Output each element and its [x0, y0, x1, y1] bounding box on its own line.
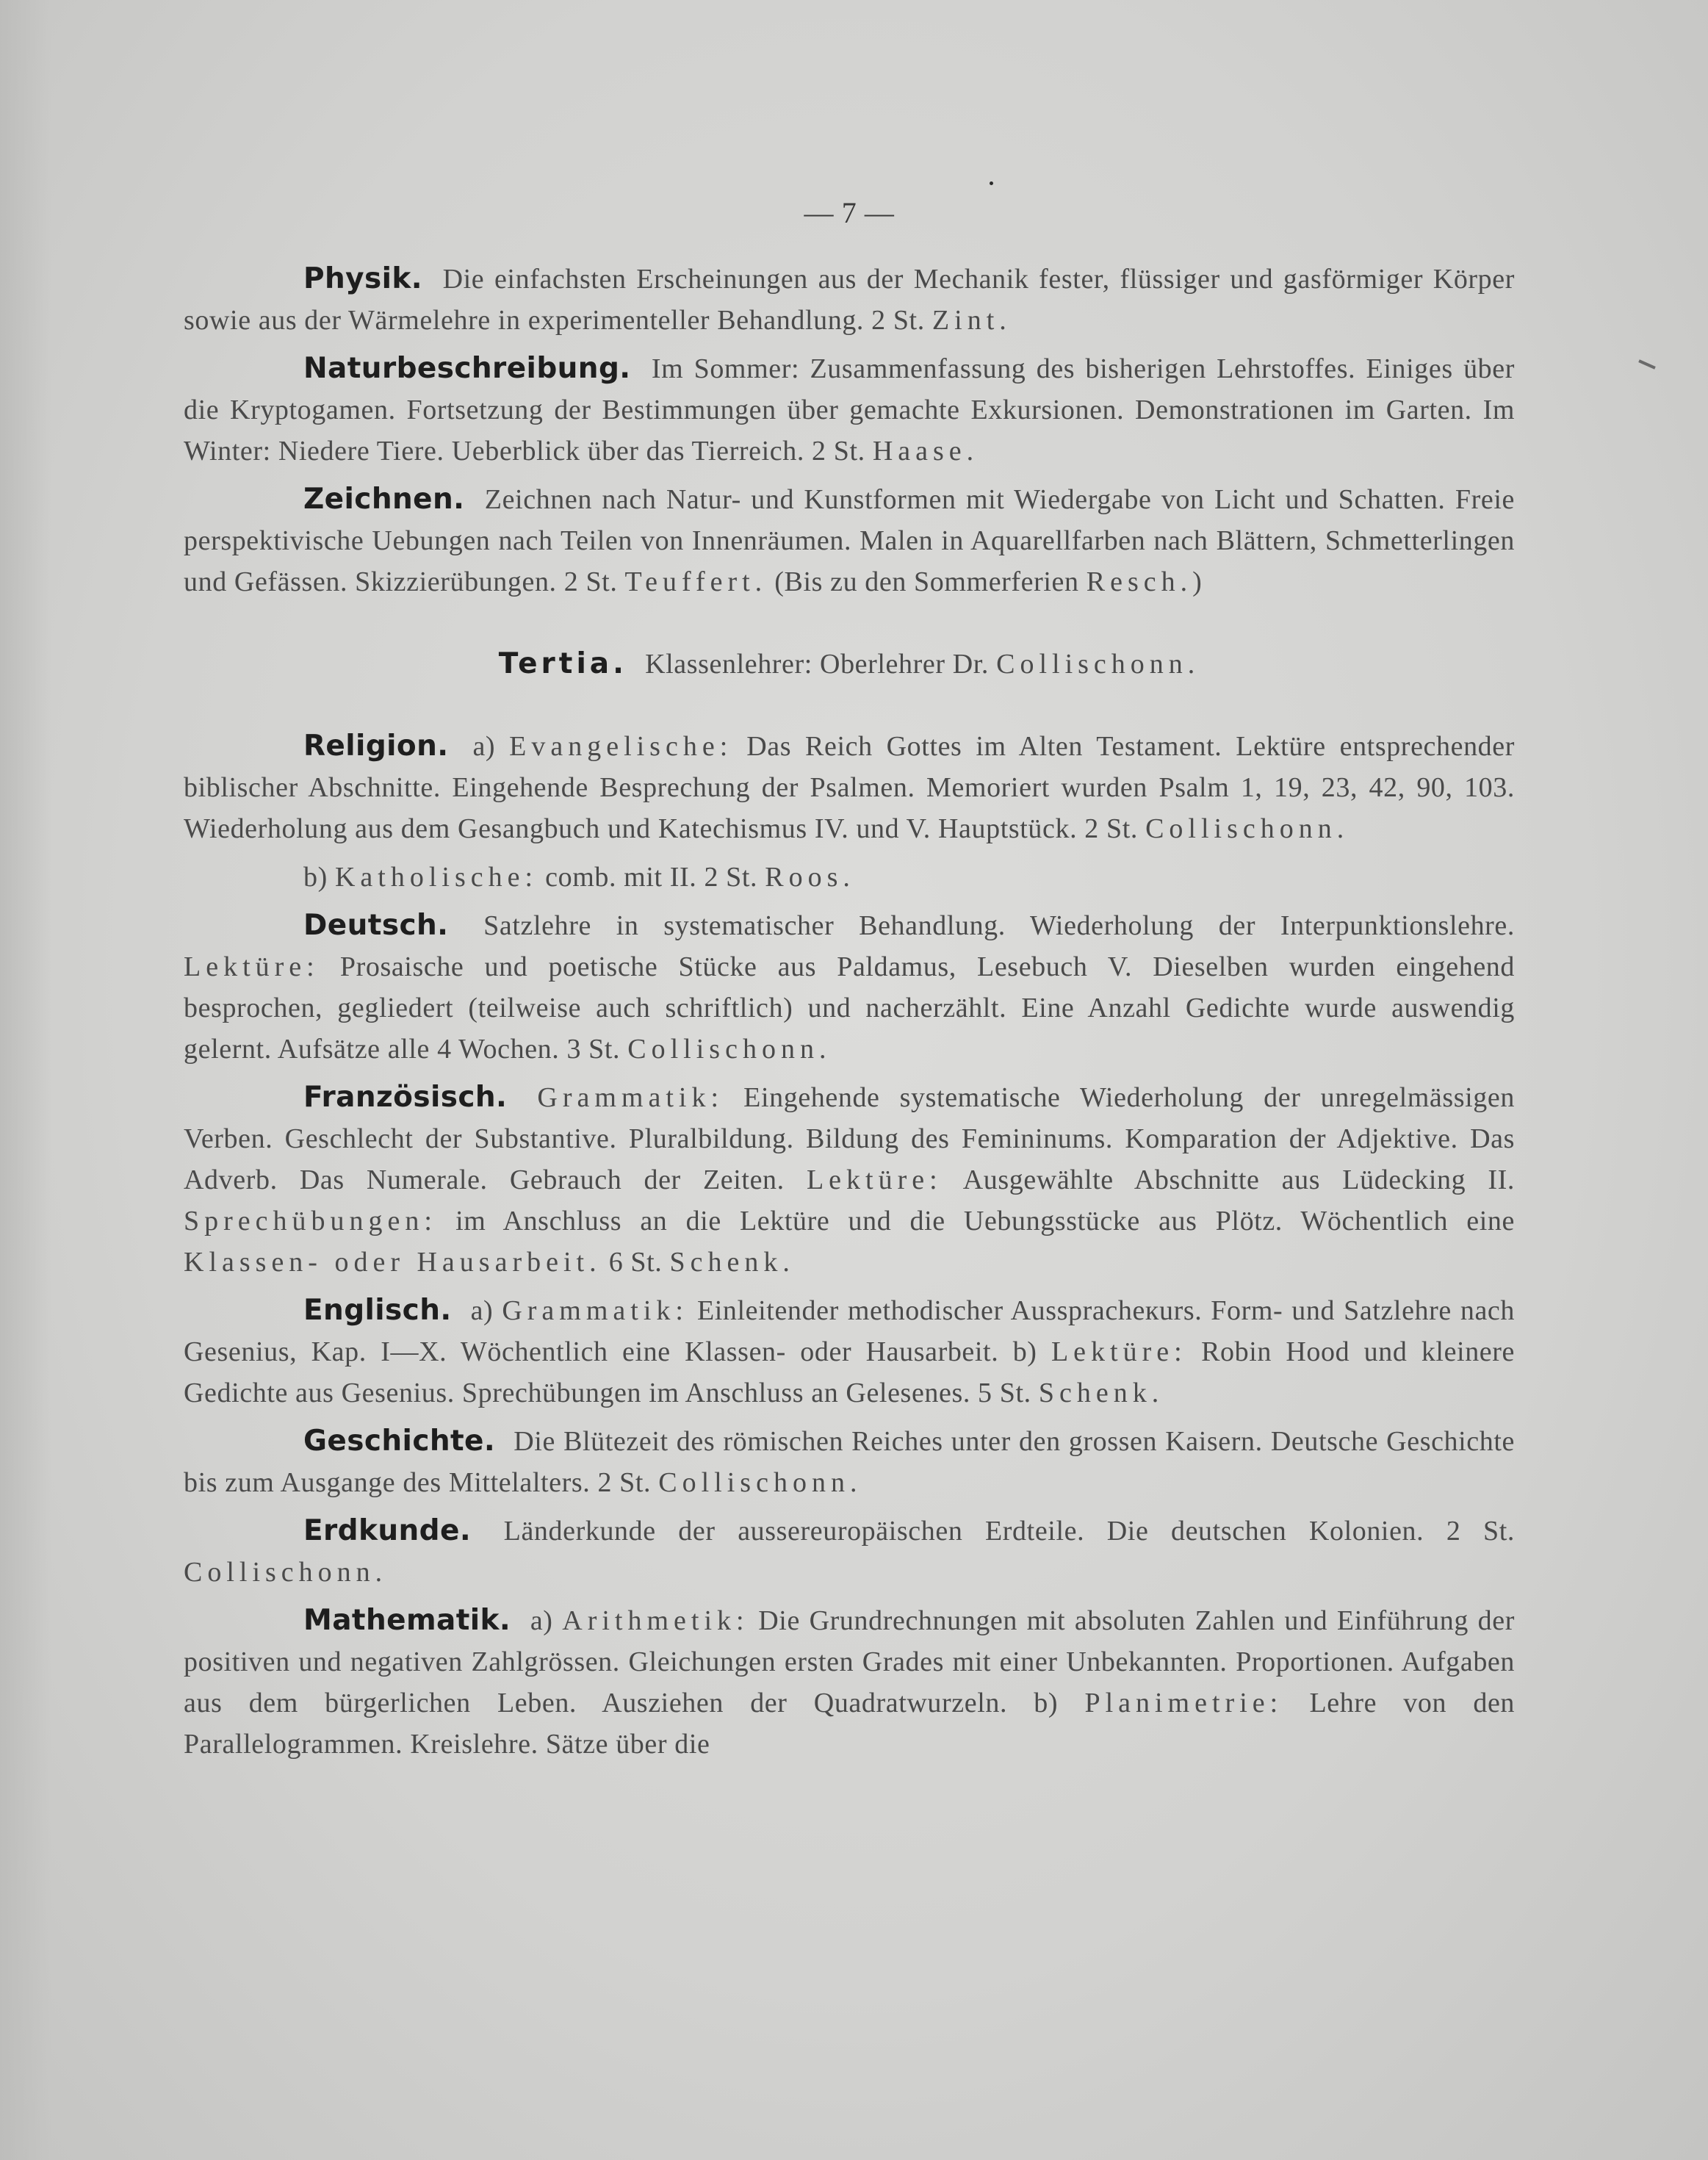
paragraph-text: Die einfachsten Erscheinungen aus der Mechanik fester, flüssiger und gasförmiger Körper sowie aus der Wärmelehre in experimenteller Behandlung. 2 St. [184, 264, 1515, 336]
teacher-name: Resch.) [1086, 566, 1207, 597]
ink-speck [1638, 359, 1656, 369]
emphasized-label: Katholische: [334, 862, 538, 893]
page-edge-shadow [0, 0, 51, 2160]
subject-heading: Französisch. [303, 1081, 508, 1114]
ink-speck [990, 181, 993, 185]
emphasized-label: Lektüre: [184, 951, 320, 982]
paragraph-zeichnen [184, 479, 1515, 602]
teacher-name: Schenk. [669, 1247, 795, 1278]
subject-heading: Zeichnen. [303, 483, 465, 516]
paragraph-text: Die Blütezeit des römischen Reiches unter den grossen Kaisern. Deutsche Geschichte bis zum Ausgange des Mittelalters. 2 St. [184, 1426, 1515, 1498]
subject-heading: Naturbeschreibung. [303, 352, 631, 385]
teacher-name: Schenk. [1038, 1378, 1164, 1408]
emphasized-label: Sprechübungen: [184, 1206, 437, 1236]
class-teacher-text: Klassenlehrer: Oberlehrer Dr. [645, 649, 989, 680]
teacher-name: Roos. [765, 862, 855, 893]
paragraph-text: Die Grundrechnungen mit absoluten Zahlen und Einführung der positiven und negativen Zahlgrössen. Gleichungen ersten Grades mit einer Unbekannten. Proportionen. Aufgaben aus dem bürgerlichen Leben. Ausziehen der Quadratwurzeln. b) [184, 1605, 1515, 1718]
item-prefix: b) [303, 862, 328, 893]
emphasized-label: Arithmetik: [562, 1605, 749, 1636]
paragraph-naturbeschreibung [184, 348, 1515, 472]
emphasized-label: Lektüre: [806, 1164, 943, 1195]
subject-heading: Physik. [303, 262, 422, 295]
teacher-name: Collischonn. [1145, 813, 1350, 844]
paragraph-text: Lehre von den Parallelogrammen. Kreislehre. Sätze über die [184, 1688, 1516, 1760]
subject-heading: Erdkunde. [303, 1514, 472, 1547]
paragraph-text: Eingehende systematische Wiederholung der unregelmässigen Verben. Geschlecht der Substantive. Pluralbildung. Bildung des Femininums. Komparation der Adjektive. Das Adverb. Das Numerale. Gebrauch der Zeiten. [184, 1082, 1515, 1195]
paragraph-note: (Bis zu den Sommerferien [774, 566, 1079, 597]
emphasized-label: Klassen- oder Hausarbeit. [184, 1247, 602, 1278]
paragraph-text: 6 St. [608, 1247, 663, 1278]
teacher-name: Haase. [872, 436, 979, 467]
paragraph-text: Prosaische und poetische Stücke aus Paldamus, Lesebuch V. Dieselben wurden eingehend besprochen, gegliedert (teilweise auch schriftlich) und nacherzählt. Eine Anzahl Gedichte wurde auswendig gelernt. Aufsätze alle 4 Wochen. 3 St. [184, 951, 1515, 1065]
paragraph-text: Ausgewählte Abschnitte aus Lüdecking II. [962, 1164, 1515, 1195]
paragraph-erdkunde [184, 1511, 1515, 1593]
paragraph-text: Länderkunde der aussereuropäischen Erdteile. Die deutschen Kolonien. 2 St. [503, 1516, 1515, 1547]
teacher-name: Collischonn. [658, 1467, 862, 1498]
item-prefix: a) [472, 731, 496, 762]
paragraph-text: Einleitender methodischer Ausspracheкurs. Form- und Satzlehre nach Gesenius, Kap. I—X. Wöchentlich eine Klassen- oder Hausarbeit. b) [184, 1295, 1515, 1367]
teacher-name: Collischonn. [184, 1557, 388, 1588]
paragraph-text: Satzlehre in systematischer Behandlung. Wiederholung der Interpunktionslehre. [483, 910, 1515, 941]
emphasized-label: Planimetrie: [1084, 1688, 1283, 1718]
paragraph-text: im Anschluss an die Lektüre und die Uebungsstücke aus Plötz. Wöchentlich eine [455, 1206, 1515, 1236]
paragraph-text: Zeichnen nach Natur- und Kunstformen mit Wiedergabe von Licht und Schatten. Freie perspektivische Uebungen nach Teilen von Innenräumen. Malen in Aquarellfarben nach Blättern, Schmetterlingen und Gefässen. Skizzierübungen. 2 St. [184, 484, 1515, 597]
paragraph-text: Das Reich Gottes im Alten Testament. Lektüre entsprechender biblischer Abschnitte. Eingehende Besprechung der Psalmen. Memoriert wurden Psalm 1, 19, 23, 42, 90, 103. Wiederholung aus dem Gesangbuch und Katechismus IV. und V. Hauptstück. 2 St. [184, 731, 1515, 844]
paragraph-physik [184, 259, 1515, 341]
paragraph-text: comb. mit II. 2 St. [545, 862, 758, 893]
teacher-name: Teuffert. [624, 566, 768, 597]
paragraph-text: Robin Hood und kleinere Gedichte aus Gesenius. Sprechübungen im Anschluss an Gelesenes. 5 St. [184, 1336, 1515, 1408]
class-section-title [184, 644, 1515, 685]
teacher-name: Collischonn. [996, 649, 1200, 680]
subject-heading: Religion. [303, 730, 449, 763]
paragraph-religion-b [184, 857, 1515, 898]
page-number: — 7 — [804, 196, 895, 229]
subject-heading: Mathematik. [303, 1604, 511, 1637]
teacher-name: Zint. [932, 305, 1012, 336]
subject-heading: Geschichte. [303, 1425, 496, 1458]
item-prefix: a) [470, 1295, 494, 1326]
class-label: Tertia. [498, 647, 627, 680]
paragraph-englisch [184, 1290, 1515, 1414]
subject-heading: Englisch. [303, 1294, 452, 1327]
item-prefix: a) [530, 1605, 553, 1636]
subject-heading: Deutsch. [303, 909, 449, 942]
paragraph-text: Im Sommer: Zusammenfassung des bisherigen Lehrstoffes. Einiges über die Kryptogamen. Fortsetzung der Bestimmungen über gemachte Exkursionen. Demonstrationen im Garten. Im Winter: Niedere Tiere. Ueberblick über das Tierreich. 2 St. [184, 353, 1515, 467]
teacher-name: Collischonn. [627, 1034, 832, 1065]
page-content [184, 192, 1515, 1772]
emphasized-label: Grammatik: [502, 1295, 688, 1326]
emphasized-label: Grammatik: [537, 1082, 724, 1113]
paragraph-mathematik [184, 1600, 1515, 1765]
paragraph-geschichte [184, 1421, 1515, 1503]
emphasized-label: Evangelische: [509, 731, 733, 762]
paragraph-franzoesisch [184, 1077, 1515, 1283]
paragraph-deutsch [184, 905, 1515, 1070]
paragraph-religion [184, 726, 1515, 849]
emphasized-label: Lektüre: [1051, 1336, 1187, 1367]
